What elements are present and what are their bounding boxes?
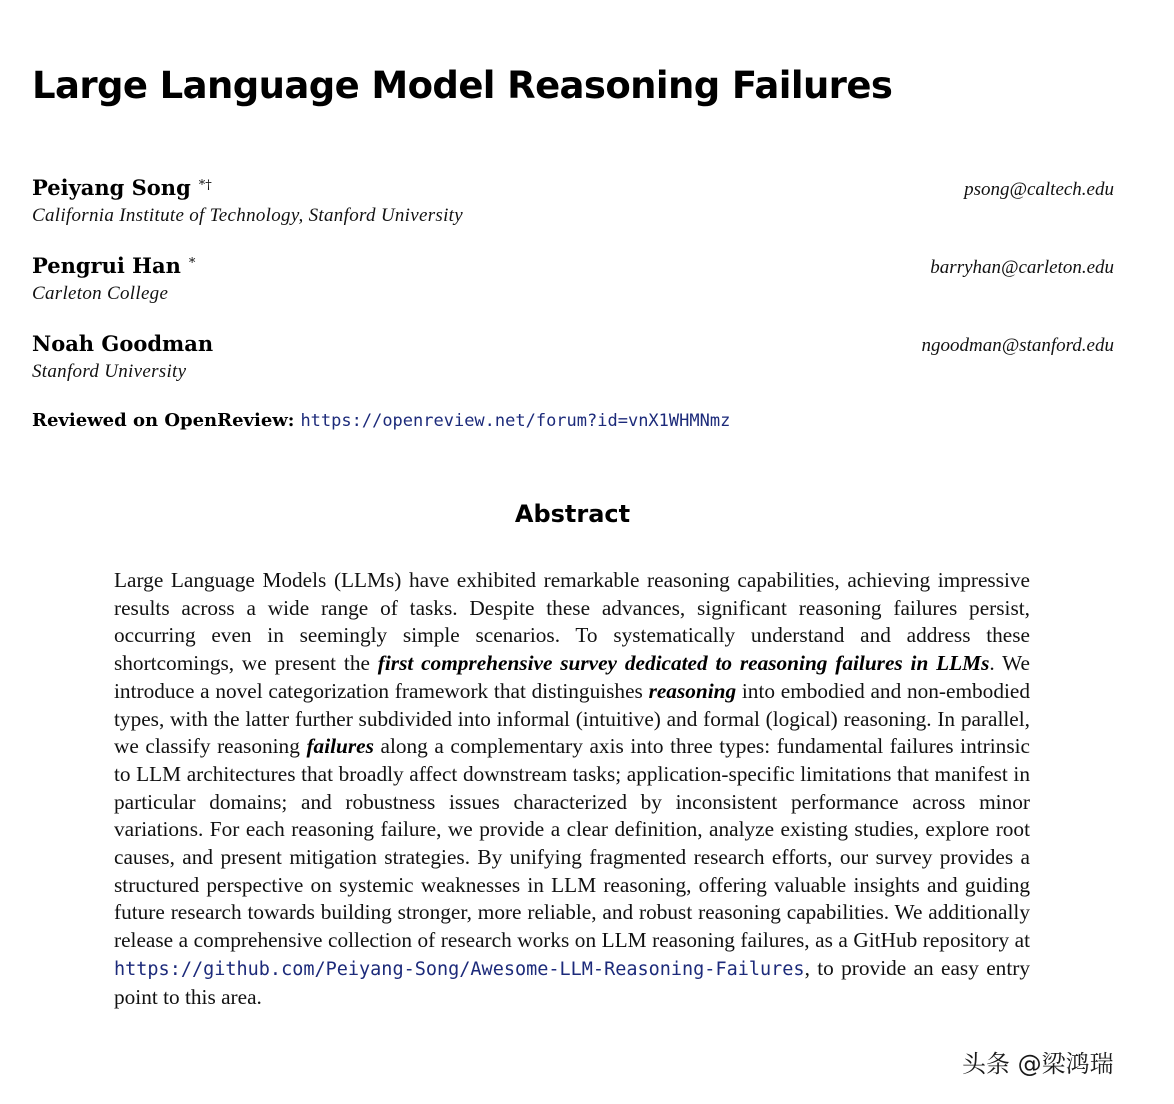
- author-marks: *: [188, 255, 196, 271]
- author-email[interactable]: psong@caltech.edu: [964, 179, 1114, 200]
- github-link[interactable]: https://github.com/Peiyang-Song/Awesome-LLM-Reasoning-Failures: [114, 958, 805, 980]
- author-name-wrap: [32, 253, 195, 278]
- author-marks: *†: [198, 177, 212, 193]
- author-block: [32, 253, 1114, 305]
- author-name: Peiyang Song: [32, 175, 191, 200]
- author-email[interactable]: ngoodman@stanford.edu: [921, 335, 1114, 356]
- abstract-segment: Large Language Models (LLMs) have exhibited remarkable reasoning capabilities, achieving impressive results across a wide range of tasks. Despite these advances, significant reasoning failures persist, occurring even in seemingly simple scenarios. To systematically understand and address these shortcomings, we present the: [114, 568, 1030, 676]
- abstract-emphasis: failures: [306, 734, 374, 759]
- abstract-emphasis: first comprehensive survey dedicated to reasoning failures in LLMs: [377, 651, 990, 676]
- openreview-line: [32, 410, 730, 432]
- author-name: Pengrui Han: [32, 253, 181, 278]
- author-block: [32, 331, 1114, 383]
- author-block: [32, 175, 1114, 227]
- abstract-segment: into embodied and non-embodied types, with the latter further subdivided into informal (intuitive) and formal (logical) reasoning. In parallel, we classify reasoning: [114, 678, 1030, 759]
- abstract-segment: along a complementary axis into three types: fundamental failures intrinsic to LLM architectures that broadly affect downstream tasks; application-specific limitations that manifest in particular domains; and robustness issues characterized by inconsistent performance across minor variations. For each reasoning failure, we provide a clear definition, analyze existing studies, explore root causes, and present mitigation strategies. By unifying fragmented research efforts, our survey provides a structured perspective on systemic weaknesses in LLM reasoning, offering valuable insights and guiding future research towards building stronger, more reliable, and robust reasoning capabilities. We additionally release a comprehensive collection of research works on LLM reasoning failures, as a GitHub repository at: [114, 734, 1030, 953]
- author-email[interactable]: barryhan@carleton.edu: [930, 257, 1114, 278]
- author-affiliation: Carleton College: [32, 283, 169, 304]
- abstract-text: [114, 567, 1030, 1011]
- abstract-emphasis: reasoning: [648, 678, 737, 703]
- abstract-segment: . We introduce a novel categorization framework that distinguishes: [114, 651, 1030, 703]
- author-name-wrap: [32, 331, 221, 356]
- watermark: 头条 @梁鸿瑞: [962, 1050, 1114, 1078]
- author-affiliation: Stanford University: [32, 361, 187, 382]
- author-affiliation: California Institute of Technology, Stanford University: [32, 205, 463, 226]
- paper-title: Large Language Model Reasoning Failures: [32, 64, 893, 107]
- openreview-link[interactable]: https://openreview.net/forum?id=vnX1WHMNmz: [300, 411, 731, 431]
- openreview-label: Reviewed on OpenReview:: [32, 410, 295, 431]
- author-name-wrap: [32, 175, 212, 200]
- abstract-heading: Abstract: [514, 500, 631, 528]
- author-name: Noah Goodman: [32, 331, 214, 356]
- abstract-segment: , to provide an easy entry point to this area.: [114, 955, 1030, 1009]
